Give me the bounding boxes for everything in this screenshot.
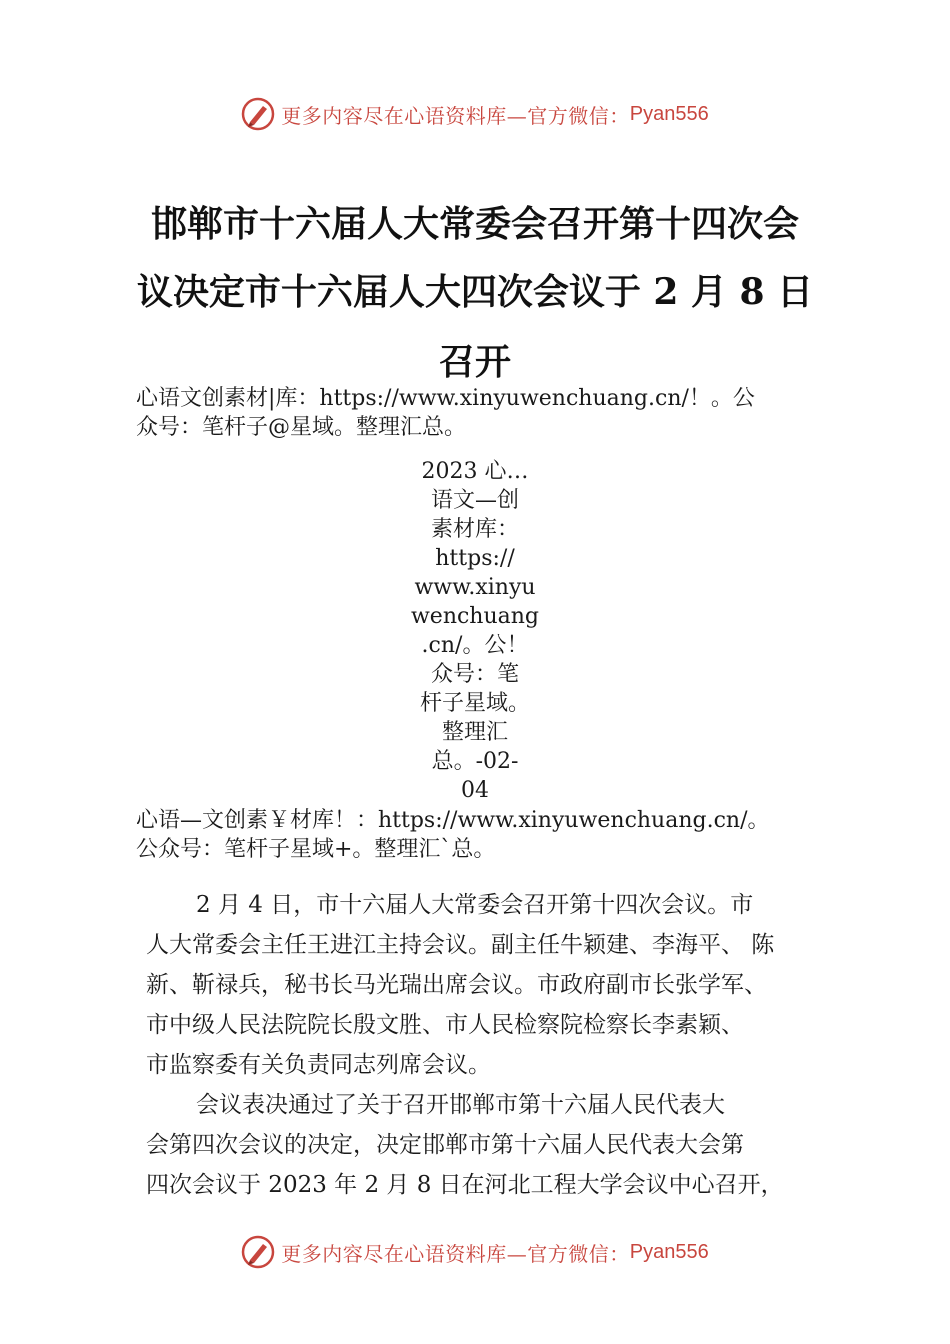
pen-logo-icon [241,1235,275,1269]
body-paragraph-1-line: 人大常委会主任王进江主持会议。副主任牛颖建、李海平、 陈 [146,932,775,958]
stamp-line: 总。-02- [431,749,519,774]
stamp-line: 整理汇 [441,720,508,745]
watermark-text: 更多内容尽在心语资料库—官方微信： [281,1241,630,1266]
page-title-line-1: 邯郸市十六届人大常委会召开第十四次会 [150,203,799,245]
stamp-line: .cn/。公！ [421,633,529,658]
footer-watermark [0,1232,950,1272]
body-paragraph-2-line: 会第四次会议的决定，决定邯郸市第十六届人民代表大会第 [146,1132,744,1158]
page-title-line-3: 召开 [438,341,511,383]
stamp-line: 04 [461,778,489,803]
stamp-line: 杆子星域。 [419,691,530,716]
body-paragraph-2-line: 会议表决通过了关于召开邯郸市第十六届人民代表大 [196,1092,725,1118]
pen-logo-icon [241,97,275,131]
stamp-line: www.xinyu [414,575,536,600]
stamp-line: 素材库： [430,517,519,542]
body-paragraph-1-line: 新、靳禄兵，秘书长马光瑞出席会议。市政府副市长张学军、 [146,972,767,998]
source-note-top-line-2: 众号：笔杆子@星域。整理汇总。 [136,415,467,440]
stamp-line: https:// [435,546,515,571]
source-note-top-line-1: 心语文创素材|库：https://www.xinyuwenchuang.cn/！。公 [136,386,755,411]
watermark-text: 更多内容尽在心语资料库—官方微信： [281,103,630,128]
stamp-column [0,457,950,805]
body-paragraph-2-line: 四次会议于 2023 年 2 月 8 日在河北工程大学会议中心召开， [146,1172,784,1198]
source-note-bottom-line-1: 心语—文创素￥材库！：https://www.xinyuwenchuang.cn/。 [136,808,770,833]
body-paragraph-1-line: 市中级人民法院院长殷文胜、市人民检察院检察长李素颖、 [146,1012,744,1038]
body-paragraph-1-line: 2 月 4 日，市十六届人大常委会召开第十四次会议。市 [196,892,754,918]
watermark-handle: Pyan556 [629,102,709,125]
header-watermark [0,94,950,134]
body-paragraph-1-line: 市监察委有关负责同志列席会议。 [146,1052,491,1078]
page-title-line-2: 议决定市十六届人大四次会议于 2 月 8 日 [136,271,814,313]
watermark-handle: Pyan556 [629,1240,709,1263]
source-note-bottom-line-2: 公众号：笔杆子星域+。整理汇`总。 [136,837,496,862]
stamp-line: 语文—创 [430,488,519,513]
stamp-line: 众号：笔 [430,662,519,687]
stamp-line: wenchuang [410,604,540,629]
stamp-line: 2023 心… [421,459,529,484]
